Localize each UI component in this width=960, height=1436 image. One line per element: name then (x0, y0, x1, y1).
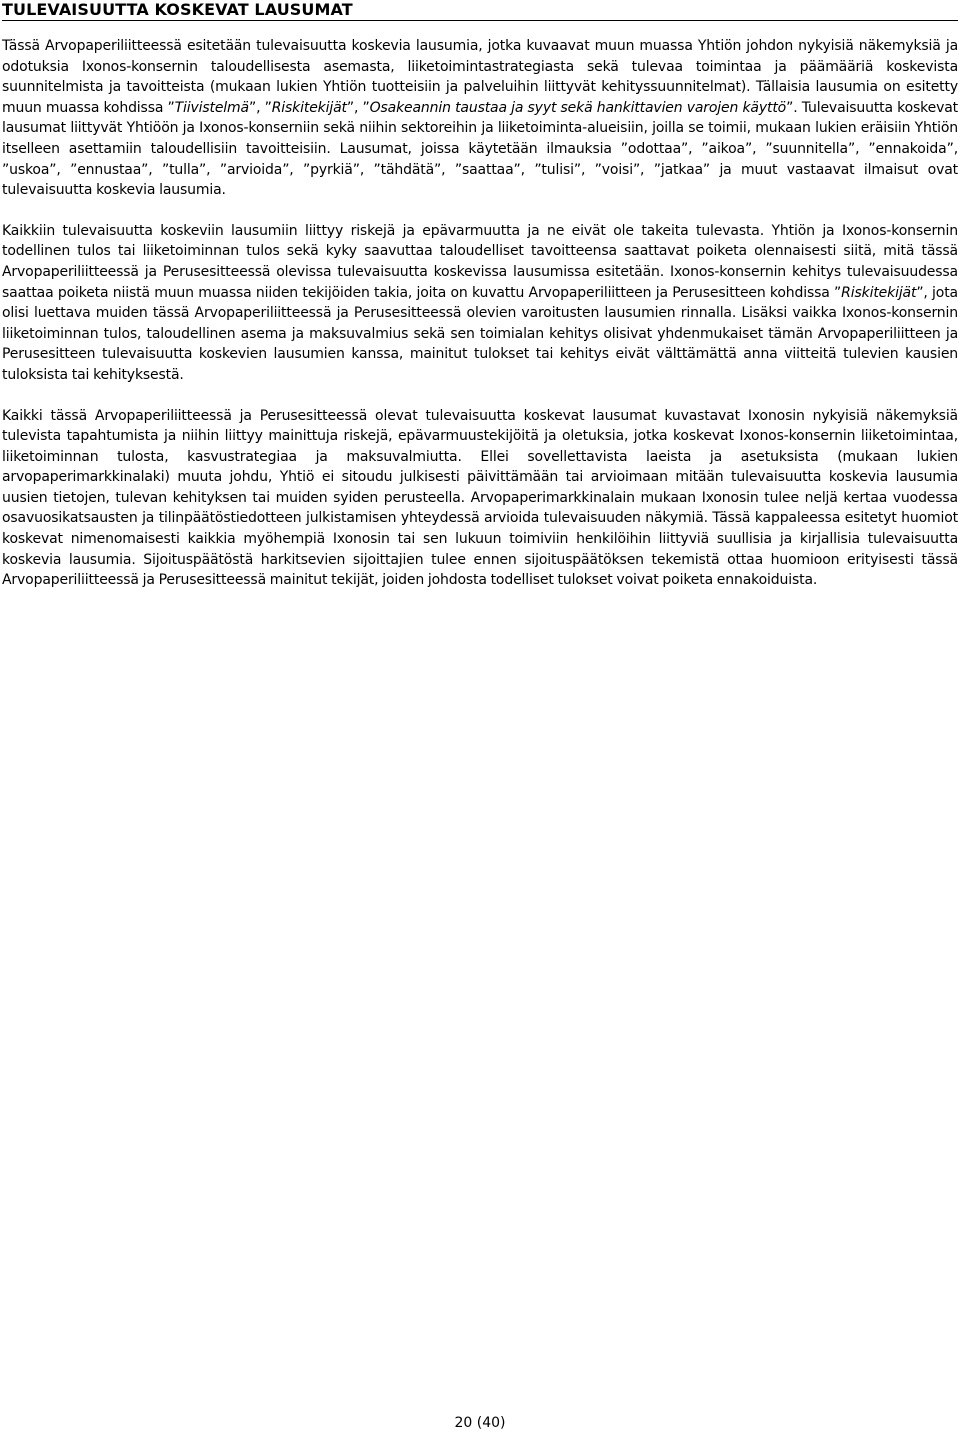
p1-italic-riskitekijat: Riskitekijät (271, 99, 347, 116)
page-number: 20 (40) (454, 1415, 506, 1431)
p1-text-2: ”, ” (248, 99, 272, 116)
section-heading: TULEVAISUUTTA KOSKEVAT LAUSUMAT (2, 0, 353, 19)
p2-text-2: ”, jota olisi luettava muiden tässä Arvopaperiliitteessä ja Perusesitteessä olevien varoitusten lausumien rinnalla. Lisäksi vaikka Ixonos-konsernin liiketoiminnan tulos, taloudellinen asema ja maksuvalmius sekä sen toimialan kehitys olisivat yhdenmukaiset tämän Arvopaperiliitteen ja Perusesitteen tulevaisuutta koskevien lausumien kanssa, mainitut tulokset tai kehitys eivät välttämättä anna viitteitä tulevien kausien tuloksista tai kehityksestä. (2, 284, 958, 383)
p2-italic-riskitekijat: Riskitekijät (841, 284, 917, 301)
heading-underline (2, 20, 958, 21)
p1-italic-osakeannin-taustaa: Osakeannin taustaa ja syyt sekä hankittavien varojen käyttö (369, 99, 787, 116)
p1-text-4: ”. Tulevaisuutta koskevat lausumat liittyvät Yhtiöön ja Ixonos-konserniin sekä niihin sektoreihin ja liiketoiminta-alueisiin, joilla se toimii, mukaan lukien eräisiin Yhtiön itselleen asettamiin taloudellisiin tavoitteisiin. Lausumat, joissa käytetään ilmauksia ”odottaa”, ”aikoa”, ”suunnitella”, ”ennakoida”, ”uskoa”, ”ennustaa”, ”tulla”, ”arvioida”, ”pyrkiä”, ”tähdätä”, ”saattaa”, ”tulisi”, ”voisi”, ”jatkaa” ja muut vastaavat ilmaisut ovat tulevaisuutta koskevia lausumia. (2, 99, 959, 199)
p1-italic-tiivistelma: Tiivistelmä (174, 99, 249, 116)
p2-text-1: Kaikkiin tulevaisuutta koskeviin lausumiin liittyy riskejä ja epävarmuutta ja ne eivät ole takeita tulevasta. Yhtiön ja Ixonos-konsernin todellinen tulos tai liiketoiminnan tulos sekä kyky saavuttaa taloudelliset tavoitteensa saattavat poiketa olennaisesti siitä, mitä tässä Arvopaperiliitteessä ja Perusesitteessä olevissa tulevaisuutta koskevissa lausumissa esitetään. Ixonos-konsernin kehitys tulevaisuudessa saattaa poiketa niistä muun muassa niiden tekijöiden takia, joita on kuvattu Arvopaperiliitteen ja Perusesitteen kohdissa ” (2, 222, 958, 301)
p1-text-3: ”, ” (346, 99, 370, 116)
paragraph-forward-looking-intro (2, 36, 958, 201)
paragraph-current-views (2, 406, 958, 591)
document-page (2, 0, 958, 591)
p3-text-1: Kaikki tässä Arvopaperiliitteessä ja Perusesitteessä olevat tulevaisuutta koskevat lausumat kuvastavat Ixonosin nykyisiä näkemyksiä tulevista tapahtumista ja niihin liittyy mainittuja riskejä, epävarmuustekijöitä ja oletuksia, jotka koskevat Ixonos-konsernin liiketoimintaa, liiketoiminnan tulosta, kasvustrategiaa ja maksuvalmiutta. Ellei sovellettavista laeista ja asetuksista (mukaan lukien arvopaperimarkkinalaki) muuta johdu, Yhtiö ei sitoudu julkisesti päivittämään tai arvioimaan mitään tulevaisuutta koskevia lausumia uusien tietojen, tulevan kehityksen tai muiden syiden perusteella. Arvopaperimarkkinalain mukaan Ixonosin tulee neljä kertaa vuodessa osavuosikatsausten ja tilinpäätöstiedotteen julkistamisen yhteydessä arvioida tulevaisuuden näkymiä. Tässä kappaleessa esitetyt huomiot koskevat nimenomaisesti kaikkia myöhempiä Ixonosin tai sen lukuun toimiviin henkilöihin liittyviä suullisia ja kirjallisia tulevaisuutta koskevia lausumia. Sijoituspäätöstä harkitsevien sijoittajien tulee ennen sijoituspäätöksen tekemistä ottaa huomioon erityisesti tässä Arvopaperiliitteessä ja Perusesitteessä mainitut tekijät, joiden johdosta todelliset tulokset voivat poiketa ennakoiduista. (2, 407, 958, 589)
paragraph-risks-uncertainty (2, 221, 958, 386)
p1-text-1: Tässä Arvopaperiliitteessä esitetään tulevaisuutta koskevia lausumia, jotka kuvaavat muun muassa Yhtiön johdon nykyisiä näkemyksiä ja odotuksia Ixonos-konsernin taloudellisesta asemasta, liiketoimintastrategiasta sekä tulevaa toimintaa ja päämääriä koskevista suunnitelmista ja tavoitteista (mukaan lukien Yhtiön tuotteisiin ja palveluihin liittyvät kehityssuunnitelmat). Tällaisia lausumia on esitetty muun muassa kohdissa ” (2, 38, 958, 116)
